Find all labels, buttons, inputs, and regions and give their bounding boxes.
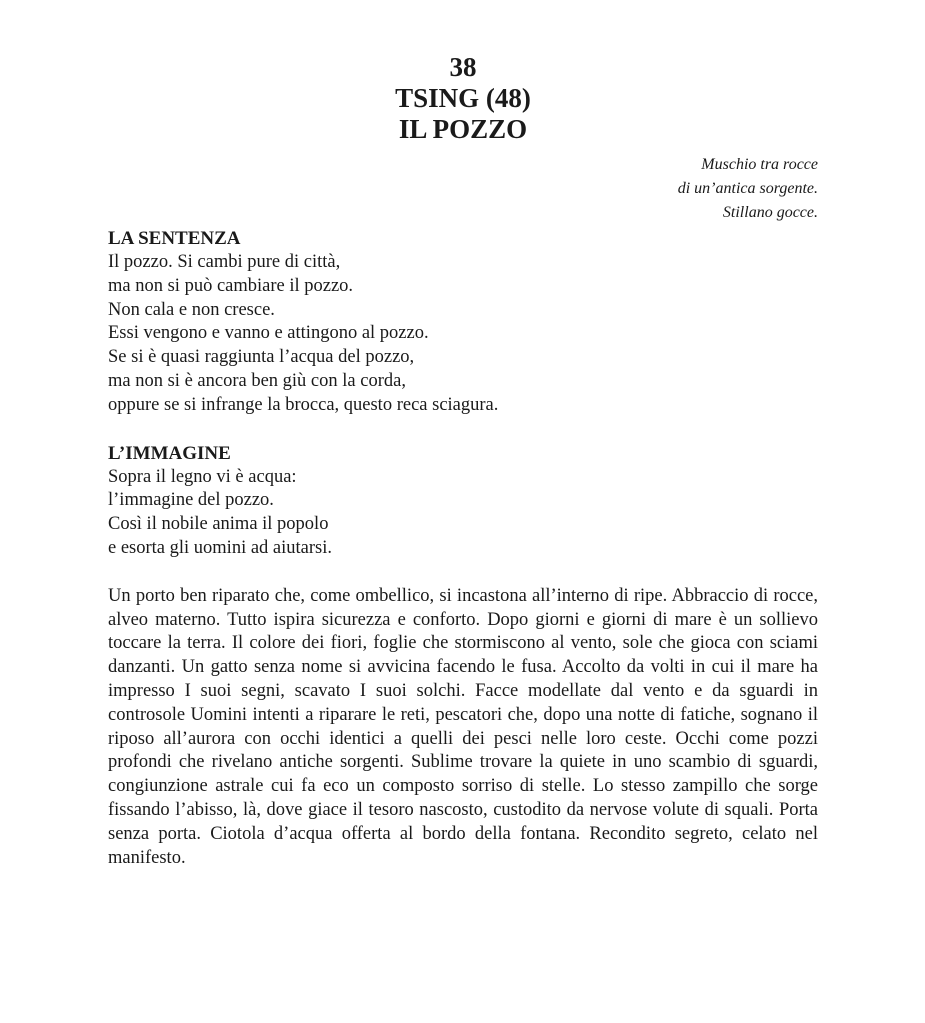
haiku-line: di un’antica sorgente. — [677, 180, 818, 197]
verse-line: oppure se si infrange la brocca, questo reca sciagura. — [108, 394, 499, 415]
sentenza-heading: LA SENTENZA — [108, 228, 241, 249]
verse-line: Sopra il legno vi è acqua: — [108, 466, 297, 487]
haiku-line: Muschio tra rocce — [701, 156, 818, 173]
verse-line: Il pozzo. Si cambi pure di città, — [108, 252, 341, 272]
verse-line: Essi vengono e vanno e attingono al pozzo. — [108, 323, 429, 344]
verse-line: ma non si è ancora ben giù con la corda, — [108, 370, 406, 391]
immagine-section — [108, 442, 818, 561]
document-page — [108, 52, 818, 870]
hexagram-name: IL POZZO — [398, 114, 528, 144]
sentenza-lines — [108, 251, 818, 418]
hexagram-title: TSING (48) — [395, 83, 531, 113]
immagine-heading: L’IMMAGINE — [108, 442, 231, 464]
verse-line: Non cala e non cresce. — [108, 299, 275, 320]
sentenza-section — [108, 227, 818, 418]
chapter-title — [108, 52, 818, 145]
verse-line: l’immagine del pozzo. — [108, 490, 274, 511]
chapter-number: 38 — [449, 52, 477, 82]
verse-line: Se si è quasi raggiunta l’acqua del pozzo, — [108, 347, 415, 368]
haiku-epigraph — [108, 153, 818, 225]
haiku-line: Stillano gocce. — [722, 204, 818, 221]
verse-line: e esorta gli uomini ad aiutarsi. — [108, 537, 332, 558]
verse-line: ma non si può cambiare il pozzo. — [108, 275, 354, 296]
prose-paragraph: Un porto ben riparato che, come ombellico, si incastona all’interno di ripe. Abbraccio di rocce, alveo materno. Tutto ispira sicurezza e conforto. Dopo giorni e giorni di mare è un sollievo toccare la terra. Il colore dei fiori, foglie che stormiscono al vento, sole che gioca con sciami danzanti. Un gatto senza nome si avvicina facendo le fusa. Accolto da volti in cui il mare ha impresso I suoi segni, scavato I suoi solchi. Facce modellate dal vento e da sguardi in controsole Uomini intenti a riparare le reti, pescatori che, dopo una notte di fatiche, sognano il riposo all’aurora con occhi identici a quelli dei pesci nelle loro ceste. Occhi come pozzi profondi che rivelano antiche sorgenti. Sublime trovare la quiete in uno scambio di sguardi, congiunzione astrale cui fa eco un composto sorriso di stelle. Lo stesso zampillo che sorge fissando l’abisso, là, dove giace il tesoro nascosto, custodito da nervose volute di squali. Porta senza porta. Ciotola d’acqua offerta al bordo della fontana. Recondito segreto, celato nel manifesto. — [108, 585, 818, 868]
verse-line: Così il nobile anima il popolo — [108, 514, 329, 535]
immagine-lines — [108, 466, 818, 561]
